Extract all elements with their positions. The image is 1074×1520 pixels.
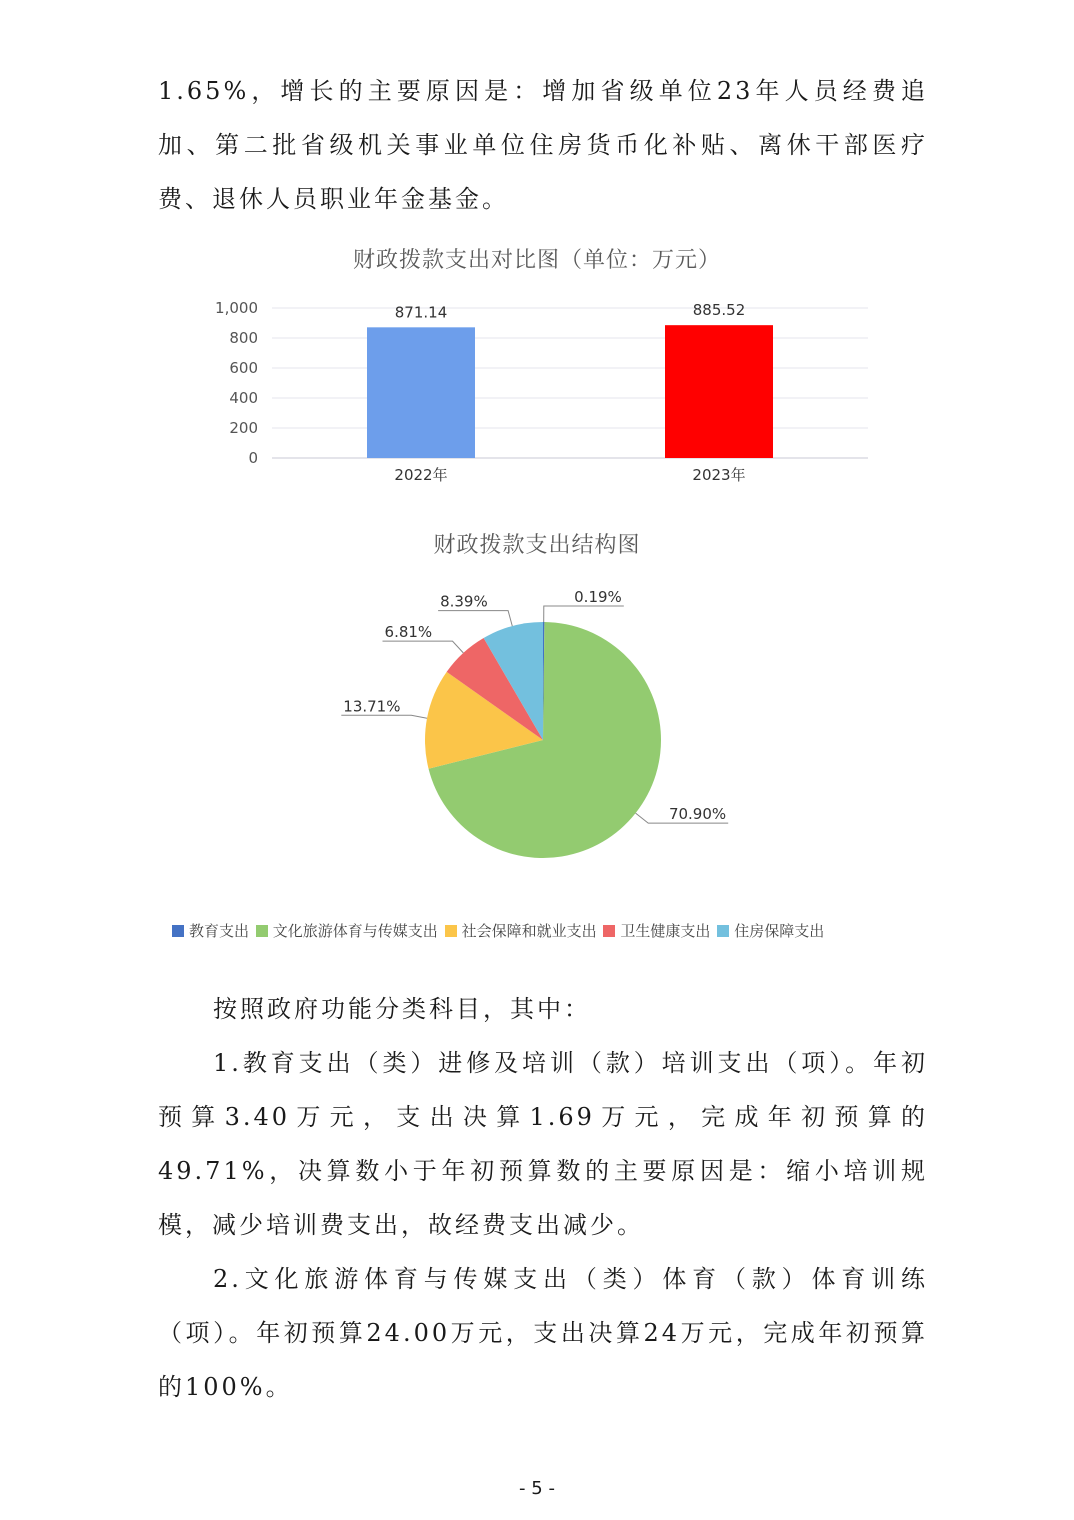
- item1-paragraph: 1.教育支出（类）进修及培训（款）培训支出（项）。年初预算3.40万元，支出决算1.69万元，完成年初预算的49.71%，决算数小于年初预算数的主要原因是：缩小培训规模，减少培训费支出，故经费支出减少。: [158, 1049, 928, 1239]
- y-tick-label: 200: [229, 419, 258, 437]
- bar-chart-title: 财政拨款支出对比图（单位：万元）: [352, 248, 721, 273]
- y-tick-label: 0: [248, 449, 258, 467]
- bar-value-label: 885.52: [692, 301, 746, 320]
- intro-paragraph: 1.65%，增长的主要原因是：增加省级单位23年人员经费追加、第二批省级机关事业单位住房货币化补贴、离休干部医疗费、退休人员职业年金基金。: [158, 77, 928, 213]
- section-intro-paragraph: 按照政府功能分类科目，其中：: [213, 995, 591, 1023]
- legend-swatch: [603, 925, 615, 937]
- bar-2023年[interactable]: [665, 325, 773, 458]
- x-tick-label: 2023年: [692, 466, 746, 484]
- legend-label: 卫生健康支出: [620, 922, 711, 940]
- legend-label: 社会保障和就业支出: [461, 922, 597, 940]
- pie-value-label: 70.90%: [668, 805, 727, 824]
- pie-value-label: 8.39%: [440, 592, 488, 611]
- legend-label: 教育支出: [189, 922, 250, 940]
- legend-label: 住房保障支出: [734, 922, 825, 940]
- pie-value-label: 6.81%: [384, 623, 433, 642]
- y-tick-label: 600: [229, 359, 258, 377]
- pie-value-label: 0.19%: [574, 588, 622, 607]
- x-tick-label: 2022年: [394, 466, 448, 484]
- pie-leader-line: [438, 611, 512, 627]
- bar-value-label: 871.14: [394, 303, 448, 322]
- pie-chart: [0, 580, 1074, 880]
- legend-label: 文化旅游体育与传媒支出: [272, 922, 438, 940]
- pie-legend: [172, 920, 826, 942]
- bar-2022年[interactable]: [367, 327, 475, 458]
- y-tick-label: 800: [229, 329, 258, 347]
- legend-swatch: [445, 925, 457, 937]
- legend-item-education[interactable]: [172, 920, 249, 941]
- pie-chart-title: 财政拨款支出结构图: [433, 533, 641, 558]
- y-tick-label: 400: [229, 389, 258, 407]
- page-number: - 5 -: [519, 1478, 555, 1499]
- legend-item-health[interactable]: [603, 920, 710, 941]
- item2-paragraph: 2.文化旅游体育与传媒支出（类）体育（款）体育训练（项）。年初预算24.00万元，支出决算24万元，完成年初预算的100%。: [158, 1265, 928, 1401]
- legend-item-culture[interactable]: [256, 920, 438, 941]
- y-tick-label: 1,000: [215, 299, 258, 317]
- legend-swatch: [256, 925, 268, 937]
- pie-leader-line: [383, 641, 464, 653]
- legend-item-housing[interactable]: [717, 920, 824, 941]
- pie-leader-line: [544, 606, 624, 622]
- bar-chart: [0, 290, 1074, 490]
- pie-value-label: 13.71%: [343, 697, 401, 716]
- legend-item-social-security[interactable]: [445, 920, 597, 941]
- legend-swatch: [172, 925, 184, 937]
- legend-swatch: [717, 925, 729, 937]
- pie-leader-line: [341, 715, 427, 718]
